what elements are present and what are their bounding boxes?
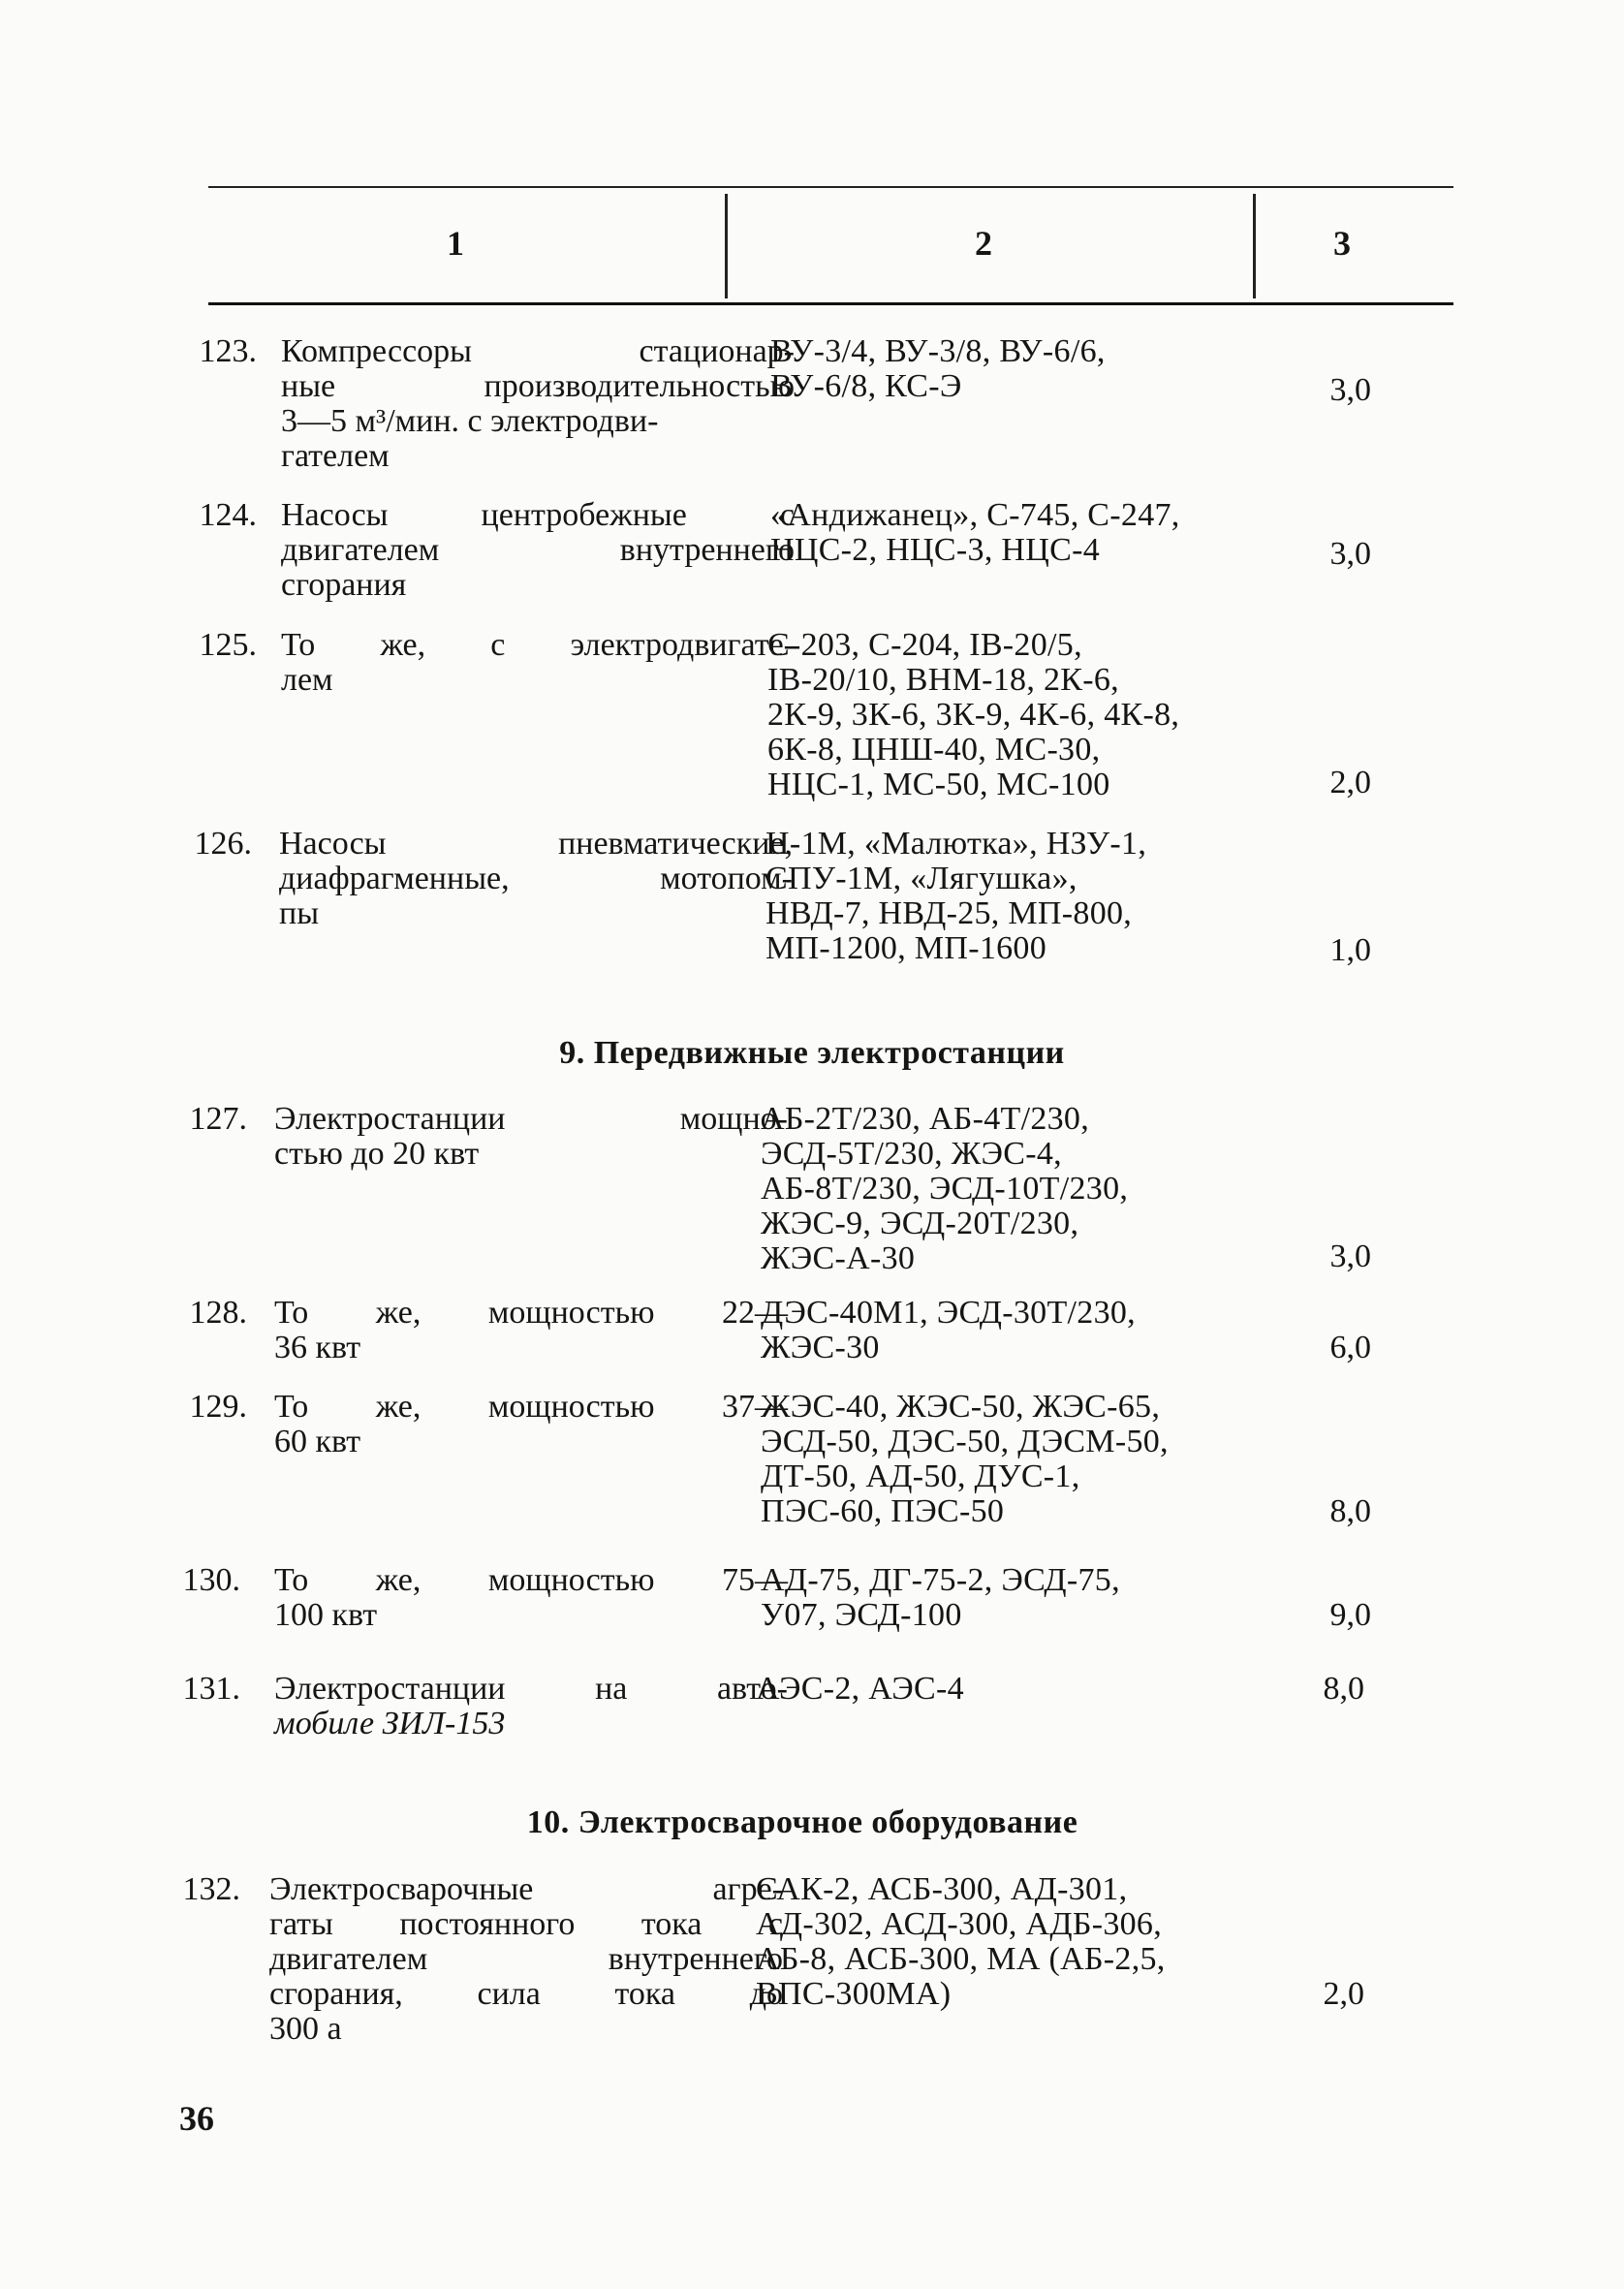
row-number: 132.	[182, 1871, 240, 1907]
item-models: АЭС-2, АЭС-4	[756, 1671, 964, 1707]
item-models: АБ-2Т/230, АБ-4Т/230, ЭСД-5Т/230, ЖЭС-4, АБ-8Т/230, ЭСД-10Т/230, ЖЭС-9, ЭСД-20Т/230, ЖЭС-А-30	[761, 1101, 1129, 1276]
item-value: 8,0	[1329, 1493, 1371, 1529]
item-value: 8,0	[1323, 1671, 1364, 1707]
row-number: 130.	[182, 1562, 240, 1598]
item-models: ВУ-3/4, ВУ-3/8, ВУ-6/6, ВУ-6/8, КС-Э	[770, 333, 1106, 404]
item-description: То же, с электродвигате- лем	[281, 627, 795, 698]
row-number: 129.	[189, 1389, 247, 1425]
item-models: ДЭС-40М1, ЭСД-30Т/230, ЖЭС-30	[761, 1295, 1136, 1365]
item-value: 2,0	[1323, 1976, 1364, 2012]
item-value: 1,0	[1329, 932, 1371, 968]
item-description: Электростанции мощно- стью до 20 квт	[274, 1101, 788, 1172]
item-value: 6,0	[1329, 1330, 1371, 1365]
header-col-3: 3	[1333, 224, 1351, 263]
row-number: 126.	[194, 826, 252, 862]
item-models: С-203, С-204, IВ-20/5, IВ-20/10, ВНМ-18, 2К-6, 2К-9, 3К-6, 3К-9, 4К-6, 4К-8, 6К-8, ЦНШ-40, МС-30, НЦС-1, МС-50, МС-100	[767, 627, 1180, 802]
item-description: То же, мощностью 75— 100 квт	[274, 1562, 788, 1633]
row-number: 124.	[199, 497, 257, 533]
header-column-separator-1	[725, 194, 728, 298]
header-col-2: 2	[975, 224, 992, 263]
item-models: АД-75, ДГ-75-2, ЭСД-75, У07, ЭСД-100	[761, 1562, 1120, 1633]
item-description: То же, мощностью 22— 36 квт	[274, 1295, 788, 1365]
row-number: 125.	[199, 627, 257, 663]
item-models: «Андижанец», С-745, С-247, НЦС-2, НЦС-3, НЦС-4	[770, 497, 1180, 568]
item-value: 3,0	[1329, 372, 1371, 408]
row-number: 127.	[189, 1101, 247, 1137]
item-value: 3,0	[1329, 1239, 1371, 1274]
page-number: 36	[179, 2099, 214, 2138]
row-number: 123.	[199, 333, 257, 369]
section-heading-10: 10. Электросварочное оборудование	[526, 1804, 1078, 1840]
item-description: Компрессоры стационар- ные производительностью 3—5 м³/мин. с электродви- гателем	[281, 333, 795, 474]
item-value: 9,0	[1329, 1597, 1371, 1633]
item-value: 2,0	[1329, 765, 1371, 800]
item-description: Насосы центробежные с двигателем внутреннего сгорания	[281, 497, 795, 603]
item-models: САК-2, АСБ-300, АД-301, АД-302, АСД-300, АДБ-306, АБ-8, АСБ-300, МА (АБ-2,5, ВПС-300МА)	[756, 1871, 1166, 2012]
item-value: 3,0	[1329, 536, 1371, 572]
header-col-1: 1	[447, 224, 464, 263]
item-description: Электростанции на авто- мобиле ЗИЛ-153	[274, 1671, 788, 1741]
item-models: ЖЭС-40, ЖЭС-50, ЖЭС-65, ЭСД-50, ДЭС-50, ДЭСМ-50, ДТ-50, АД-50, ДУС-1, ПЭС-60, ПЭС-50	[761, 1389, 1169, 1529]
item-models: Н-1М, «Малютка», НЗУ-1, СПУ-1М, «Лягушка», НВД-7, НВД-25, МП-800, МП-1200, МП-1600	[765, 826, 1147, 966]
header-top-rule	[208, 186, 1453, 188]
item-description: Насосы пневматические, диафрагменные, мотопом- пы	[279, 826, 793, 931]
row-number: 131.	[182, 1671, 240, 1707]
item-description: То же, мощностью 37— 60 квт	[274, 1389, 788, 1459]
row-number: 128.	[189, 1295, 247, 1331]
header-column-separator-2	[1253, 194, 1256, 298]
section-heading-9: 9. Передвижные электростанции	[559, 1035, 1065, 1071]
header-bottom-rule	[208, 302, 1453, 305]
item-description: Электросварочные агре- гаты постоянного тока с двигателем внутреннего сгорания, сила тока до 300 а	[269, 1871, 783, 2047]
